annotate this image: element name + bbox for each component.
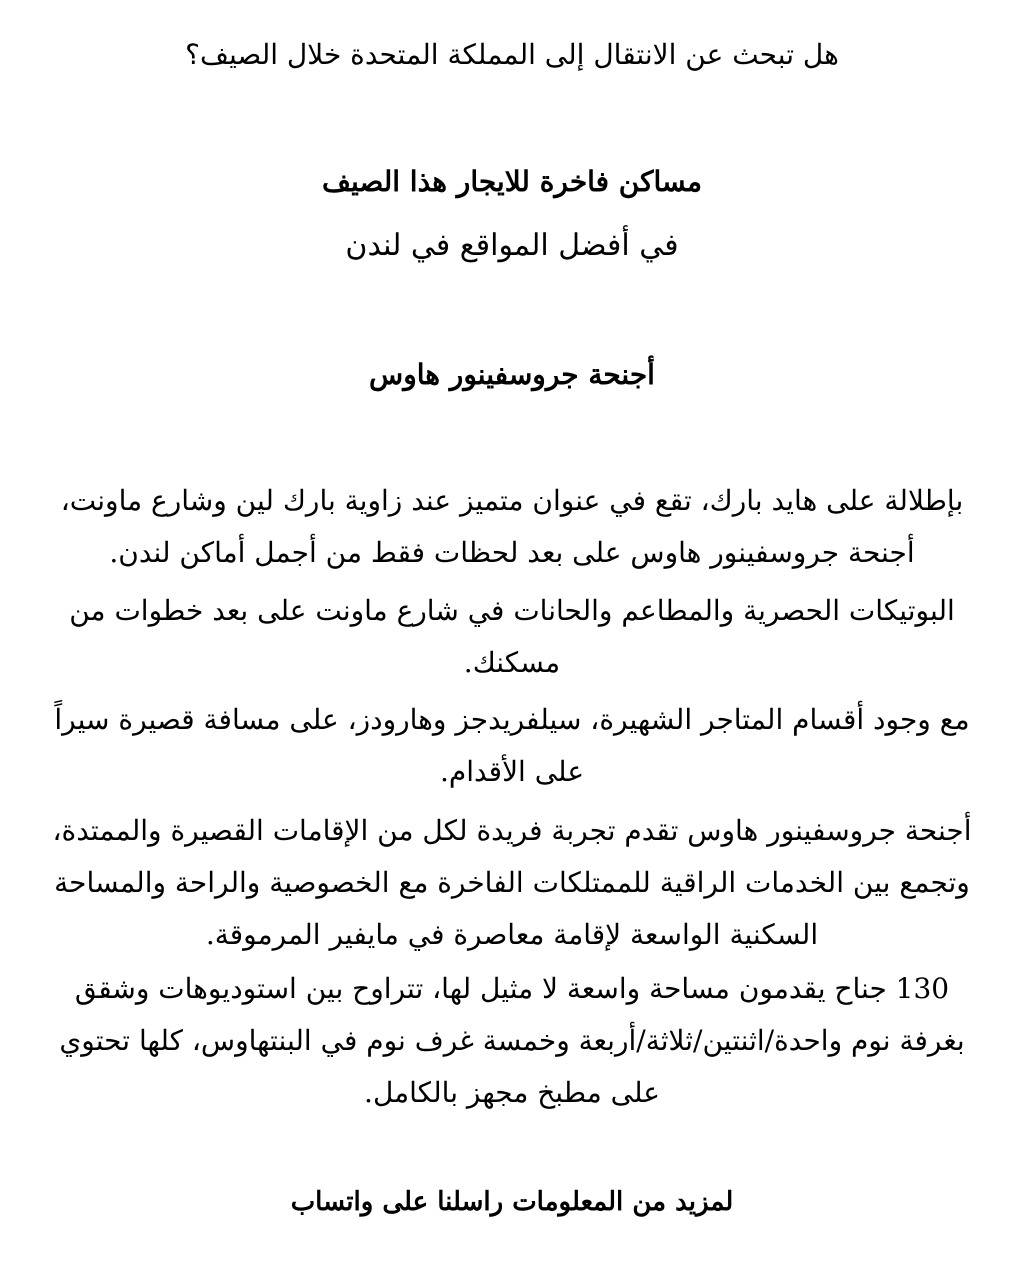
headline: مساكن فاخرة للايجار هذا الصيف bbox=[322, 165, 702, 198]
paragraph-experience: أجنحة جروسفينور هاوس تقدم تجربة فريدة لكل من الإقامات القصيرة والممتدة، وتجمع بين الخدمات الراقية للممتلكات الفاخرة مع الخصوصية والراحة والمساحة السكنية الواسعة لإقامة معاصرة في مايفير المرموقة. bbox=[52, 814, 972, 951]
whatsapp-call-to-action: لمزيد من المعلومات راسلنا على واتساب bbox=[290, 1187, 734, 1217]
subheadline: في أفضل المواقع في لندن bbox=[345, 228, 679, 263]
intro-question: هل تبحث عن الانتقال إلى المملكة المتحدة خلال الصيف؟ bbox=[185, 38, 839, 71]
property-name: أجنحة جروسفينور هاوس bbox=[369, 358, 655, 391]
paragraph-boutiques: البوتيكات الحصرية والمطاعم والحانات في شارع ماونت على بعد خطوات من مسكنك. bbox=[69, 594, 955, 679]
paragraph-department-stores: مع وجود أقسام المتاجر الشهيرة، سيلفريدجز وهارودز، على مسافة قصيرة سيراً على الأقدام. bbox=[54, 703, 970, 788]
paragraph-overlooking-hyde-park: بإطلالة على هايد بارك، تقع في عنوان متميز عند زاوية بارك لين وشارع ماونت، أجنحة جروسفينور هاوس على بعد لحظات فقط من أجمل أماكن لندن. bbox=[60, 484, 964, 569]
paragraph-suites-count: 130 جناح يقدمون مساحة واسعة لا مثيل لها، تتراوح بين استوديوهات وشقق بغرفة نوم واحدة/اثنتين/ثلاثة/أربعة وخمسة غرف نوم في البنتهاوس، كلها تحتوي على مطبخ مجهز بالكامل. bbox=[59, 972, 965, 1109]
